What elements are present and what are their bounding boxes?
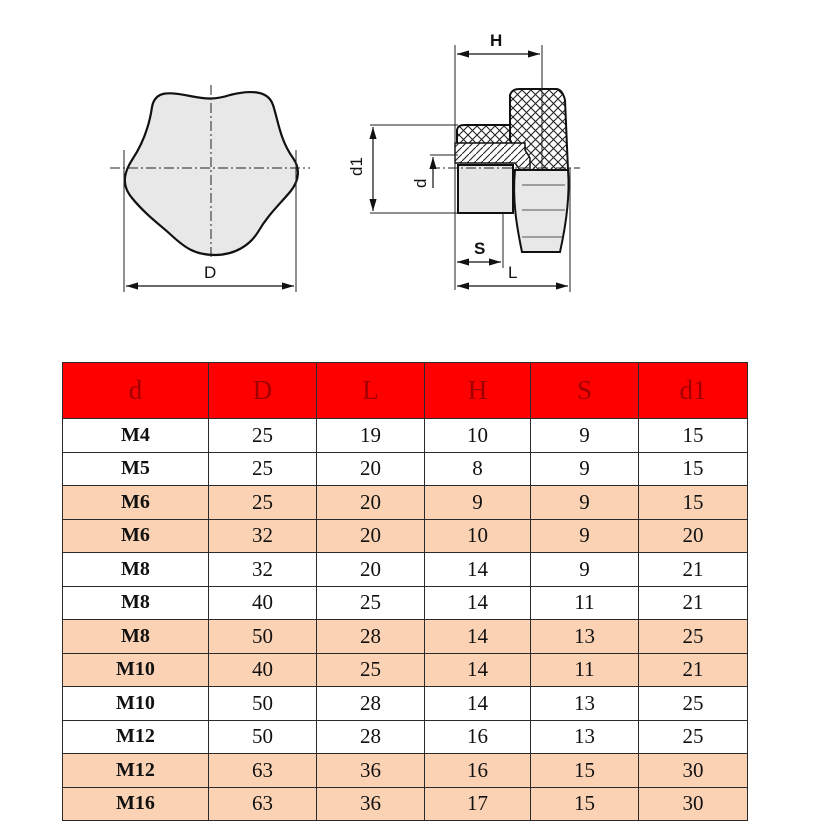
table-cell-S: 11	[531, 653, 639, 687]
header-d1: d1	[639, 363, 748, 419]
table-cell-D: 32	[209, 553, 317, 587]
table-cell-S: 9	[531, 419, 639, 453]
table-cell-H: 14	[425, 653, 531, 687]
table-cell-D: 50	[209, 720, 317, 754]
table-cell-S: 9	[531, 452, 639, 486]
specification-table	[62, 362, 748, 821]
dimension-D-label: D	[204, 263, 217, 282]
table-cell-H: 8	[425, 452, 531, 486]
table-row	[63, 687, 748, 721]
front-view	[110, 85, 310, 292]
dimension-L-label: L	[508, 263, 518, 282]
table-cell-L: 20	[317, 553, 425, 587]
table-cell-D: 63	[209, 754, 317, 788]
table-cell-H: 16	[425, 754, 531, 788]
table-row	[63, 553, 748, 587]
table-cell-H: 10	[425, 419, 531, 453]
table-cell-H: 17	[425, 787, 531, 821]
table-row	[63, 787, 748, 821]
side-view	[347, 31, 580, 292]
table-cell-H: 10	[425, 519, 531, 553]
header-L: L	[317, 363, 425, 419]
table-cell-d1: 25	[639, 687, 748, 721]
header-S: S	[531, 363, 639, 419]
table-cell-d1: 30	[639, 787, 748, 821]
table-cell-d: M8	[63, 553, 209, 587]
table-cell-d1: 15	[639, 486, 748, 520]
table-cell-d: M4	[63, 419, 209, 453]
table-cell-D: 32	[209, 519, 317, 553]
table-cell-d1: 21	[639, 586, 748, 620]
table-cell-L: 25	[317, 653, 425, 687]
table-cell-d1: 15	[639, 419, 748, 453]
table-cell-H: 14	[425, 553, 531, 587]
table-row	[63, 452, 748, 486]
header-D: D	[209, 363, 317, 419]
table-cell-d: M10	[63, 653, 209, 687]
table-cell-d: M8	[63, 620, 209, 654]
dimension-H-label: H	[490, 31, 503, 50]
header-H: H	[425, 363, 531, 419]
table-cell-L: 28	[317, 720, 425, 754]
table-cell-S: 9	[531, 519, 639, 553]
table-header-row	[63, 363, 748, 419]
table-cell-L: 36	[317, 754, 425, 788]
table-cell-D: 25	[209, 419, 317, 453]
knob-drawing	[0, 0, 838, 330]
table-cell-H: 14	[425, 687, 531, 721]
table-row	[63, 419, 748, 453]
table-cell-d: M16	[63, 787, 209, 821]
table-cell-D: 50	[209, 687, 317, 721]
dimension-d-label: d	[411, 178, 430, 188]
table-cell-d1: 25	[639, 620, 748, 654]
table-cell-D: 40	[209, 586, 317, 620]
table-cell-d: M12	[63, 754, 209, 788]
table-cell-d1: 21	[639, 553, 748, 587]
technical-drawing	[0, 0, 838, 330]
table-cell-d: M12	[63, 720, 209, 754]
table-cell-d: M5	[63, 452, 209, 486]
table-cell-S: 13	[531, 620, 639, 654]
table-cell-S: 11	[531, 586, 639, 620]
table-cell-S: 13	[531, 687, 639, 721]
table-cell-d: M8	[63, 586, 209, 620]
table-cell-d1: 15	[639, 452, 748, 486]
table-cell-L: 20	[317, 486, 425, 520]
table-cell-S: 13	[531, 720, 639, 754]
table-cell-L: 20	[317, 452, 425, 486]
table-cell-L: 20	[317, 519, 425, 553]
dimension-S-label: S	[474, 239, 486, 258]
dimension-d1-label: d1	[347, 157, 366, 176]
table-cell-L: 28	[317, 687, 425, 721]
table-cell-D: 40	[209, 653, 317, 687]
header-d: d	[63, 363, 209, 419]
table-cell-d1: 30	[639, 754, 748, 788]
table-cell-S: 9	[531, 486, 639, 520]
table-cell-d1: 25	[639, 720, 748, 754]
table-cell-H: 9	[425, 486, 531, 520]
table-row	[63, 586, 748, 620]
table-cell-D: 25	[209, 452, 317, 486]
table-cell-d1: 20	[639, 519, 748, 553]
table-cell-D: 63	[209, 787, 317, 821]
table-cell-d: M6	[63, 519, 209, 553]
table-cell-d1: 21	[639, 653, 748, 687]
table-cell-S: 15	[531, 787, 639, 821]
table-cell-S: 9	[531, 553, 639, 587]
table-row	[63, 653, 748, 687]
table-cell-H: 14	[425, 620, 531, 654]
table-cell-d: M6	[63, 486, 209, 520]
table-cell-S: 15	[531, 754, 639, 788]
table-cell-D: 25	[209, 486, 317, 520]
table-cell-L: 36	[317, 787, 425, 821]
table-row	[63, 486, 748, 520]
table-cell-H: 14	[425, 586, 531, 620]
table-row	[63, 720, 748, 754]
table-cell-H: 16	[425, 720, 531, 754]
table-cell-L: 25	[317, 586, 425, 620]
table-cell-L: 28	[317, 620, 425, 654]
table-row	[63, 754, 748, 788]
table-cell-L: 19	[317, 419, 425, 453]
table-row	[63, 519, 748, 553]
table-row	[63, 620, 748, 654]
table-cell-D: 50	[209, 620, 317, 654]
table-cell-d: M10	[63, 687, 209, 721]
